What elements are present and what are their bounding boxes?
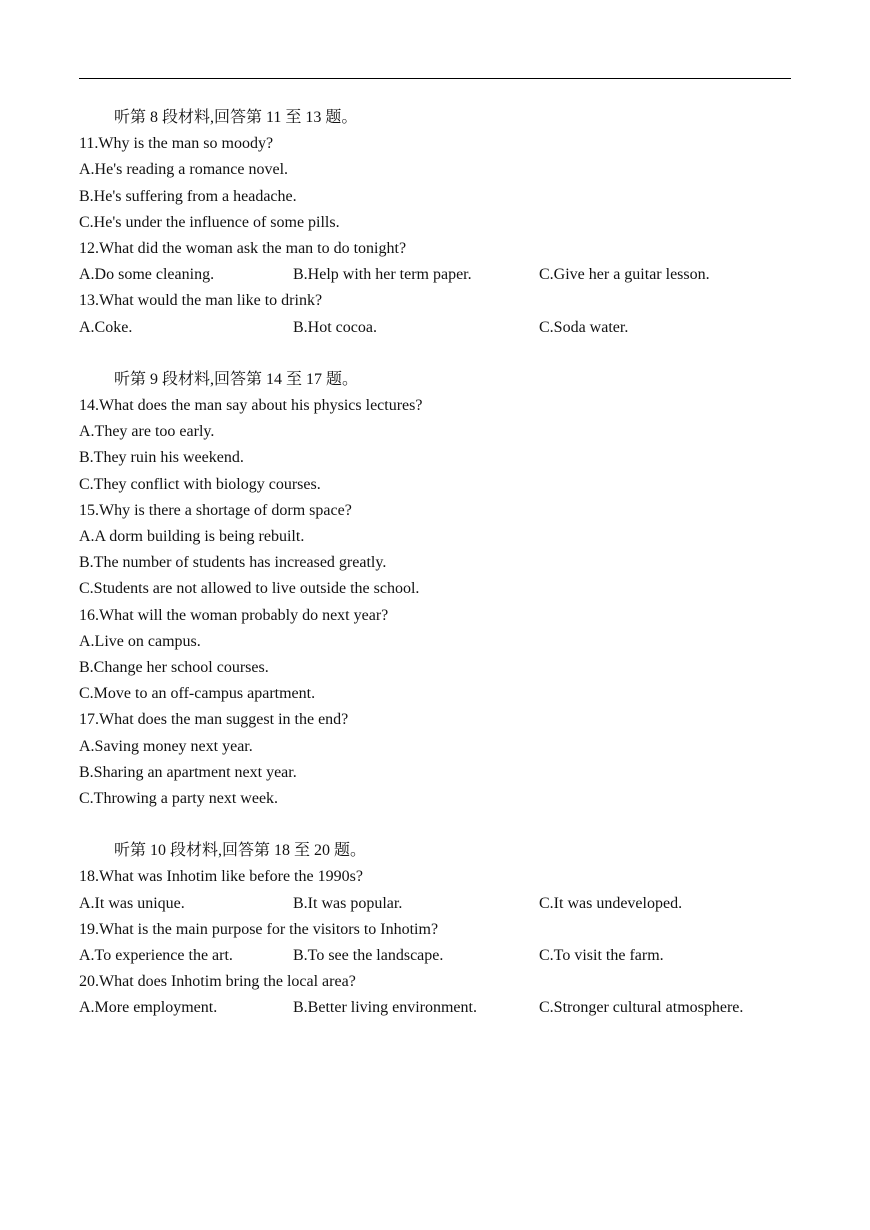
option-c: C.To visit the farm. xyxy=(539,947,664,964)
section-heading: 听第 10 段材料,回答第 18 至 20 题。 xyxy=(114,842,367,860)
option-b: B.He's suffering from a headache. xyxy=(79,187,297,205)
question-text: 17.What does the man suggest in the end? xyxy=(79,711,349,729)
options-row xyxy=(79,995,791,1021)
section-heading: 听第 9 段材料,回答第 14 至 17 题。 xyxy=(114,370,359,388)
top-rule xyxy=(79,78,791,79)
option-b: B.They ruin his weekend. xyxy=(79,449,244,467)
question-text: 11.Why is the man so moody? xyxy=(79,135,274,153)
option-c: C.Throwing a party next week. xyxy=(79,789,279,807)
option-b: B.Sharing an apartment next year. xyxy=(79,763,297,781)
option-c: C.Soda water. xyxy=(539,318,629,336)
exam-content xyxy=(79,105,791,1022)
option-b: B.The number of students has increased greatly. xyxy=(79,554,387,572)
option-b: B.To see the landscape. xyxy=(293,947,444,964)
options-row xyxy=(79,943,791,969)
option-b: B.Change her school courses. xyxy=(79,658,269,676)
option-b: B.It was popular. xyxy=(293,894,403,912)
question-text: 16.What will the woman probably do next year? xyxy=(79,606,389,624)
section-heading: 听第 8 段材料,回答第 11 至 13 题。 xyxy=(114,109,358,126)
option-c: C.Give her a guitar lesson. xyxy=(539,266,710,284)
listening-section xyxy=(79,367,791,812)
options-row xyxy=(79,891,791,917)
option-a: A.Live on campus. xyxy=(79,632,201,650)
option-a: A.He's reading a romance novel. xyxy=(79,161,289,179)
option-b: B.Hot cocoa. xyxy=(293,318,377,336)
option-c: C.Students are not allowed to live outside the school. xyxy=(79,580,420,598)
question-text: 15.Why is there a shortage of dorm space? xyxy=(79,501,352,519)
option-a: A.More employment. xyxy=(79,999,218,1017)
option-a: A.They are too early. xyxy=(79,423,215,441)
question-text: 13.What would the man like to drink? xyxy=(79,292,323,310)
option-c: C.Stronger cultural atmosphere. xyxy=(539,999,744,1017)
option-a: A.To experience the art. xyxy=(79,947,233,964)
option-c: C.Move to an off-campus apartment. xyxy=(79,685,316,703)
option-c: C.It was undeveloped. xyxy=(539,894,683,912)
question-text: 14.What does the man say about his physics lectures? xyxy=(79,397,423,415)
option-a: A.A dorm building is being rebuilt. xyxy=(79,528,305,545)
option-c: C.They conflict with biology courses. xyxy=(79,475,321,493)
section-gap xyxy=(79,812,791,838)
options-row xyxy=(79,315,791,341)
question-text: 19.What is the main purpose for the visitors to Inhotim? xyxy=(79,920,439,938)
option-b: B.Better living environment. xyxy=(293,999,477,1017)
question-text: 20.What does Inhotim bring the local area? xyxy=(79,973,356,991)
option-a: A.Coke. xyxy=(79,318,133,336)
question-text: 12.What did the woman ask the man to do tonight? xyxy=(79,239,407,257)
option-a: A.It was unique. xyxy=(79,894,185,912)
option-c: C.He's under the influence of some pills. xyxy=(79,213,340,231)
section-gap xyxy=(79,341,791,367)
question-text: 18.What was Inhotim like before the 1990s? xyxy=(79,868,363,886)
listening-section xyxy=(79,838,791,1021)
option-a: A.Saving money next year. xyxy=(79,737,253,755)
option-a: A.Do some cleaning. xyxy=(79,266,215,284)
listening-section xyxy=(79,105,791,341)
option-b: B.Help with her term paper. xyxy=(293,266,472,284)
options-row xyxy=(79,262,791,288)
